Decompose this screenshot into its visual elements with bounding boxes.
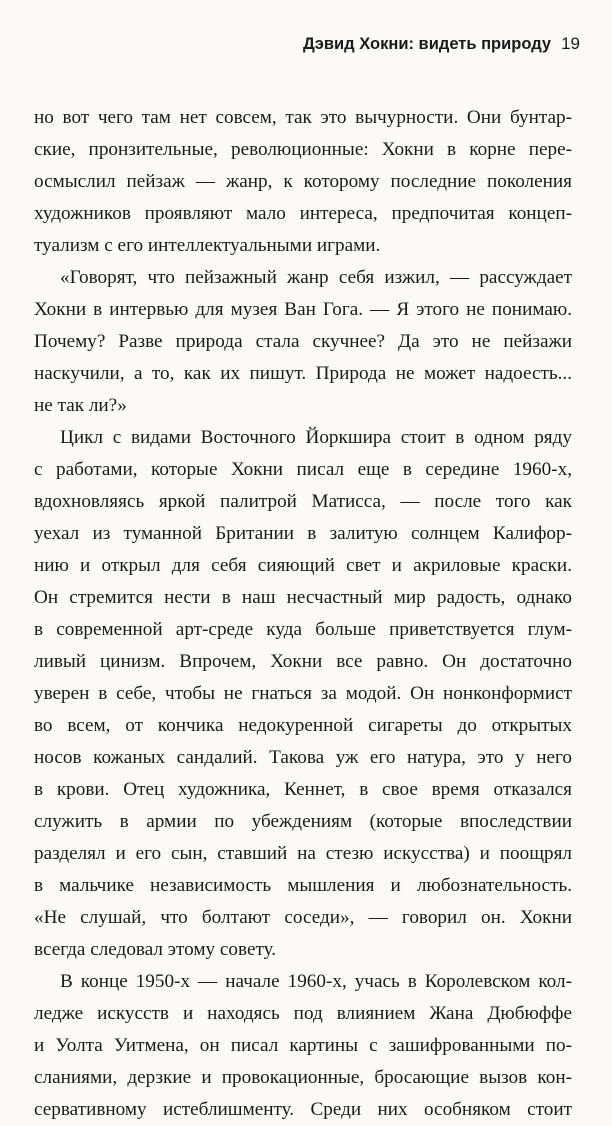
- text-line: носов кожаных сандалий. Такова уж его натура, это у него: [34, 747, 572, 768]
- text-line: сервативному истеблишменту. Среди них особняком стоит: [34, 1099, 572, 1120]
- text-line: и Уолта Уитмена, он писал картины с зашифрованными по-: [34, 1035, 572, 1056]
- text-line: служить в армии по убеждениям (которые впоследствии: [34, 811, 572, 832]
- paragraph-1: [34, 102, 572, 262]
- body-text: [34, 102, 572, 1126]
- text-line: туализм с его интеллектуальными играми.: [34, 235, 381, 256]
- text-line: с работами, которые Хокни писал еще в середине 1960-х,: [34, 459, 572, 480]
- text-line: Цикл с видами Восточного Йоркшира стоит в одном ряду: [60, 427, 572, 448]
- text-line: в мальчике независимость мышления и любознательность.: [34, 875, 572, 896]
- text-line: всегда следовал этому совету.: [34, 939, 277, 960]
- paragraph-2: [34, 262, 572, 422]
- text-line: ледже искусств и находясь под влиянием Жана Дюбюффе: [34, 1003, 572, 1024]
- text-line: сланиями, дерзкие и провокационные, бросающие вызов кон-: [34, 1067, 572, 1088]
- running-head: [34, 34, 580, 64]
- text-line: уехал из туманной Британии в залитую солнцем Калифор-: [34, 523, 572, 544]
- text-line: художников проявляют мало интереса, предпочитая концеп-: [34, 203, 572, 224]
- text-line: Хокни в интервью для музея Ван Гога. — Я этого не понимаю.: [34, 299, 572, 320]
- text-line: нию и открыл для себя сияющий свет и акриловые краски.: [34, 555, 572, 576]
- text-line: разделял и его сын, ставший на стезю искусства) и поощрял: [34, 843, 572, 864]
- text-line: но вот чего там нет совсем, так это вычурности. Они бунтар-: [34, 107, 572, 128]
- paragraph-3: [34, 422, 572, 966]
- text-line: В конце 1950-х — начале 1960-х, учась в Королевском кол-: [60, 971, 572, 992]
- text-line: не так ли?»: [34, 395, 127, 416]
- text-line: Почему? Разве природа стала скучнее? Да это не пейзажи: [34, 331, 572, 352]
- page-number: 19: [561, 34, 580, 53]
- text-line: в крови. Отец художника, Кеннет, в свое время отказался: [34, 779, 572, 800]
- text-line: в современной арт-среде куда больше приветствуется глум-: [34, 619, 572, 640]
- text-line: ские, пронзительные, революционные: Хокни в корне пере-: [34, 139, 572, 160]
- text-line: ливый цинизм. Впрочем, Хокни все равно. Он достаточно: [34, 651, 572, 672]
- text-line: уверен в себе, чтобы не гнаться за модой. Он нонконформист: [34, 683, 572, 704]
- text-line: наскучили, а то, как их пишут. Природа не может надоесть...: [34, 363, 572, 384]
- text-line: «Говорят, что пейзажный жанр себя изжил, — рассуждает: [60, 267, 572, 288]
- text-line: «Не слушай, что болтают соседи», — говорил он. Хокни: [34, 907, 572, 928]
- text-line: вдохновляясь яркой палитрой Матисса, — после того как: [34, 491, 572, 512]
- text-line: Он стремится нести в наш несчастный мир радость, однако: [34, 587, 572, 608]
- running-head-title: Дэвид Хокни: видеть природу: [303, 35, 552, 53]
- text-line: во всем, от кончика недокуренной сигареты до открытых: [34, 715, 572, 736]
- paragraph-4: [34, 966, 572, 1126]
- text-line: осмыслил пейзаж — жанр, к которому последние поколения: [34, 171, 572, 192]
